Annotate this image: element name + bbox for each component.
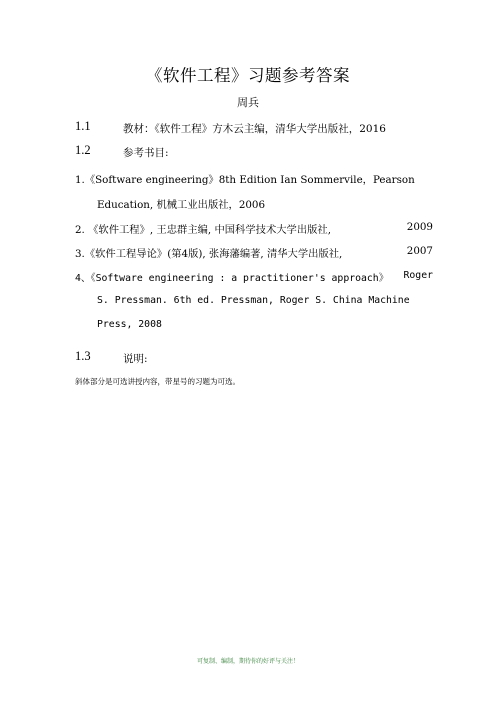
document-author: 周兵 <box>237 96 259 109</box>
section-number-1-2: 1.2 <box>75 143 91 157</box>
reference-3 <box>75 245 433 260</box>
reference-3-text: 3.《软件工程导论》(第4版), 张海藩编著, 清华大学出版社, <box>75 248 343 260</box>
reference-4-author: Roger <box>403 270 433 281</box>
section-text-notes: 说明: <box>123 353 148 365</box>
reference-4-title: 4、《Software engineering : a practitioner's approach》 <box>75 273 389 284</box>
reference-2-text: 2. 《软件工程》, 王忠群主编, 中国科学技术大学出版社, <box>75 224 331 236</box>
reference-4-line-3: Press, 2008 <box>97 319 162 330</box>
note-text: 斜体部分是可选讲授内容，带星号的习题为可选。 <box>75 377 240 386</box>
section-number-1-3: 1.3 <box>75 349 91 363</box>
section-text-textbook: 教材：《软件工程》方木云主编，清华大学出版社，2016 <box>123 123 386 135</box>
page-footer: 可复制、编制，期待你的好评与关注！ <box>196 658 299 665</box>
reference-4-line-2: S. Pressman. 6th ed. Pressman, Roger S. China Machine <box>97 295 410 306</box>
reference-1-line-2: Education, 机械工业出版社，2006 <box>97 199 266 211</box>
reference-2-year: 2009 <box>406 221 433 233</box>
reference-3-year: 2007 <box>406 245 433 257</box>
reference-4-line-1 <box>75 270 433 284</box>
reference-1-line-1: 1.《Software engineering》8th Edition Ian Sommervile，Pearson <box>75 174 415 186</box>
section-text-references: 参考书目: <box>123 147 169 159</box>
section-number-1-1: 1.1 <box>75 119 91 133</box>
document-title: 《软件工程》习题参考答案 <box>146 66 350 85</box>
reference-2 <box>75 221 433 236</box>
